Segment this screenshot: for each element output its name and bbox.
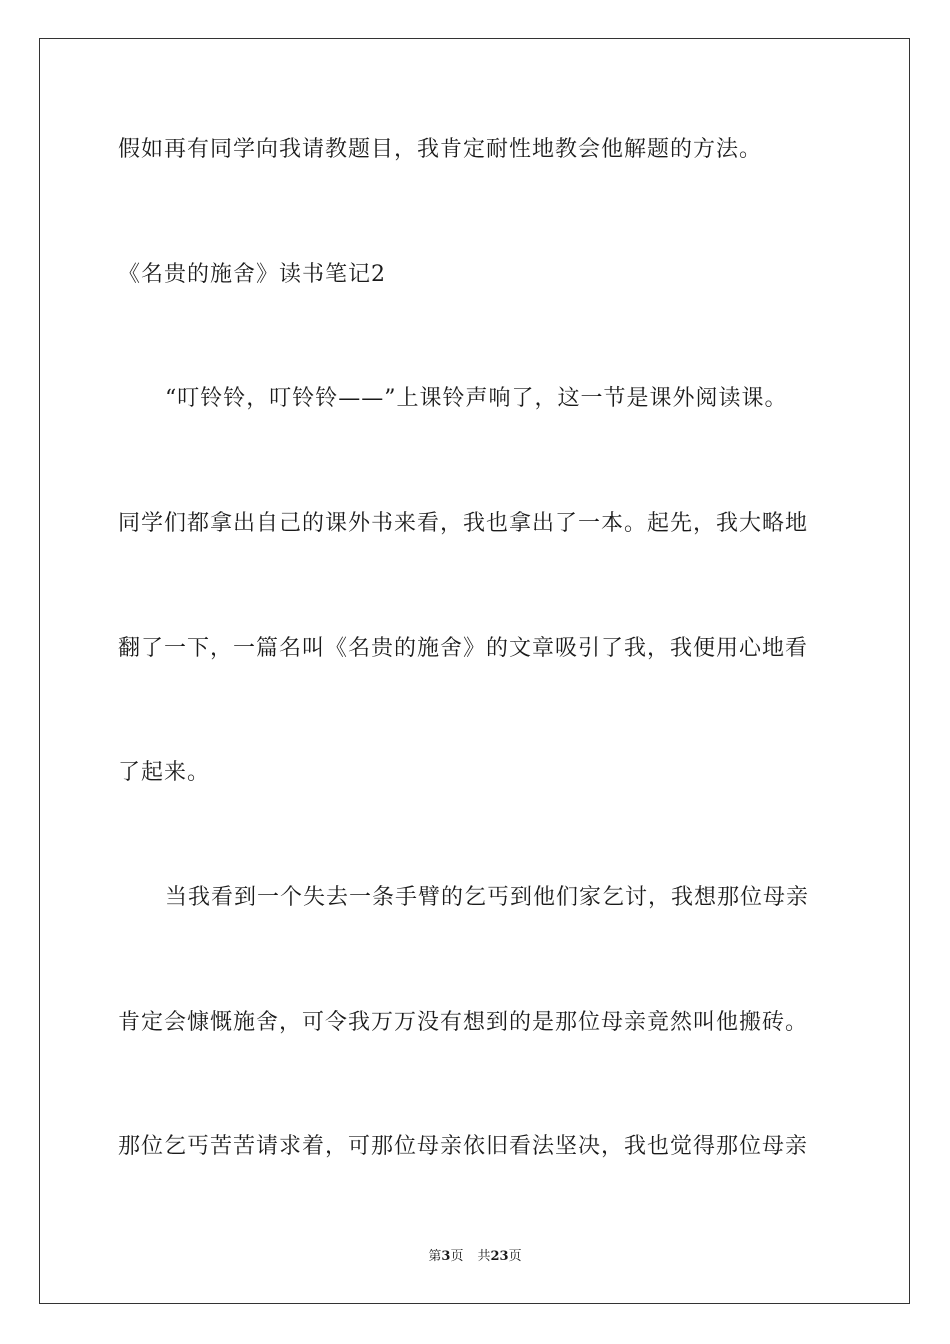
total-suffix: 页 [508, 1249, 522, 1264]
total-pages: 23 [490, 1249, 509, 1264]
page-prefix: 第 [428, 1249, 442, 1264]
page-border [39, 38, 910, 1304]
text-line-7: 当我看到一个失去一条手臂的乞丐到他们家乞讨，我想那位母亲 [165, 885, 810, 910]
section-heading: 《名贵的施舍》读书笔记2 [118, 262, 386, 287]
page-suffix: 页 [450, 1249, 464, 1264]
text-line-3: “叮铃铃，叮铃铃——”上课铃声响了，这一节是课外阅读课。 [165, 386, 788, 411]
text-line-4: 同学们都拿出自己的课外书来看，我也拿出了一本。起先，我大略地 [118, 511, 809, 536]
text-line-1: 假如再有同学向我请教题目，我肯定耐性地教会他解题的方法。 [118, 137, 763, 162]
text-line-5: 翻了一下，一篇名叫《名贵的施舍》的文章吸引了我，我便用心地看 [118, 636, 809, 661]
page-number: 3 [441, 1249, 451, 1264]
page-footer [0, 1248, 950, 1266]
text-line-9: 那位乞丐苦苦请求着，可那位母亲依旧看法坚决，我也觉得那位母亲 [118, 1134, 809, 1159]
total-prefix: 共 [477, 1249, 491, 1264]
text-line-8: 肯定会慷慨施舍，可令我万万没有想到的是那位母亲竟然叫他搬砖。 [118, 1010, 809, 1035]
text-line-6: 了起来。 [118, 760, 211, 785]
